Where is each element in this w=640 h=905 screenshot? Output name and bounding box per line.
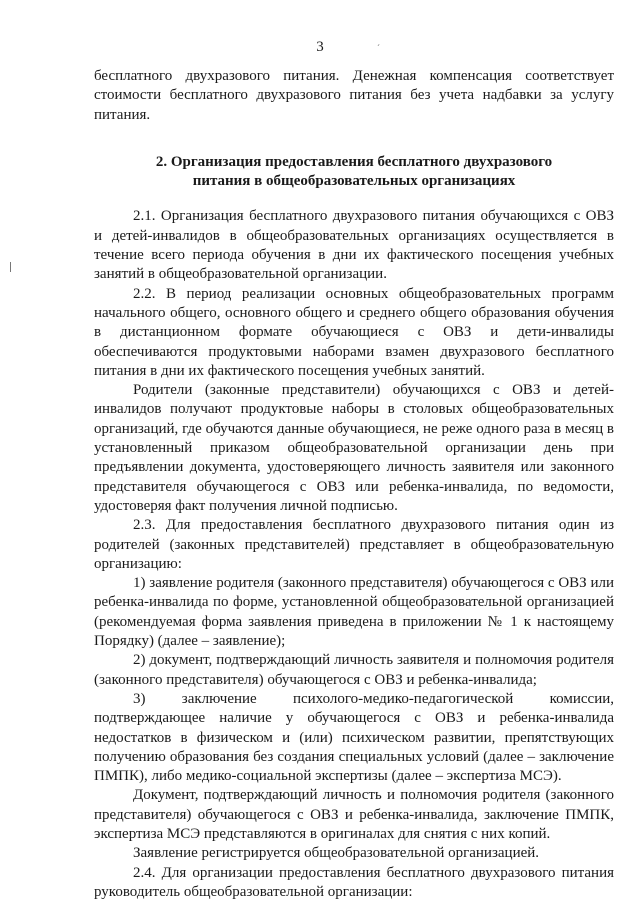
page-number-mark: ´ [377, 43, 380, 53]
list-item-1: 1) заявление родителя (законного представителя) обучающегося с ОВЗ или ребенка-инвалида по форме, установленной общеобразовательной организацией (рекомендуемая форма заявления приведена в приложении № 1 к настоящему Порядку) (далее – заявление); [94, 575, 614, 650]
paragraph-2-4: 2.4. Для организации предоставления бесплатного двухразового питания руководитель общеобразовательной организации: [94, 864, 614, 900]
paragraph-parents: Родители (законные представители) обучающихся с ОВЗ и детей-инвалидов получают продуктовые наборы в столовых общеобразовательных организаций, где обучаются данные обучающиеся, не реже одного раза в месяц в установленный приказом общеобразовательной организации день при предъявлении документа, удостоверяющего личность заявителя или законного представителя обучающегося с ОВЗ или ребенка-инвалида, по ведомости, удостоверяя факт получения личной подписью. [94, 382, 614, 514]
intro-paragraph: бесплатного двухразового питания. Денежная компенсация соответствует стоимости бесплатного двухразового питания без учета надбавки за услугу питания. [94, 68, 614, 123]
list-item-3: 3) заключение психолого-медико-педагогической комиссии, подтверждающее наличие у обучающегося с ОВЗ и ребенка-инвалида недостатков в физическом и (или) психическом развитии, препятствующих получению образования без создания специальных условий (далее – заключение ПМПК), либо медико-социальной экспертизы (далее – экспертиза МСЭ). [94, 690, 614, 785]
paragraph-2-3: 2.3. Для предоставления бесплатного двухразового питания один из родителей (законных представителей) представляет в общеобразовательную организацию: [94, 517, 614, 572]
section-heading-line-1: 2. Организация предоставления бесплатного двухразового [155, 153, 553, 170]
list-item-2: 2) документ, подтверждающий личность заявителя и полномочия родителя (законного представителя) обучающегося с ОВЗ и ребенка-инвалида; [94, 652, 614, 688]
section-heading [94, 153, 614, 192]
section-heading-line-2: питания в общеобразовательных организациях [192, 173, 516, 190]
paragraph-registration: Заявление регистрируется общеобразовательной организацией. [133, 845, 540, 862]
paragraph-2-2: 2.2. В период реализации основных общеобразовательных программ начального общего, основного общего и среднего общего образования обучения в дистанционном формате обучающиеся с ОВЗ и дети-инвалиды обеспечиваются продуктовыми наборами взамен двухразового бесплатного питания в дни их фактического посещения учебных занятий. [94, 285, 614, 379]
margin-mark [10, 262, 11, 272]
paragraph-documents: Документ, подтверждающий личность и полномочия родителя (законного представителя) обучающегося с ОВЗ и ребенка-инвалида, заключение ПМПК, экспертиза МСЭ представляются в оригиналах для снятия с них копий. [94, 787, 614, 842]
page-number-value: 3 [316, 39, 324, 55]
paragraph-2-1: 2.1. Организация бесплатного двухразового питания обучающихся с ОВЗ и детей-инвалидов в общеобразовательных организациях осуществляется в течение всего периода обучения в дни их фактического посещения учебных занятий в общеобразовательной организации. [94, 208, 614, 283]
document-body [94, 67, 614, 902]
page-number [0, 39, 640, 56]
